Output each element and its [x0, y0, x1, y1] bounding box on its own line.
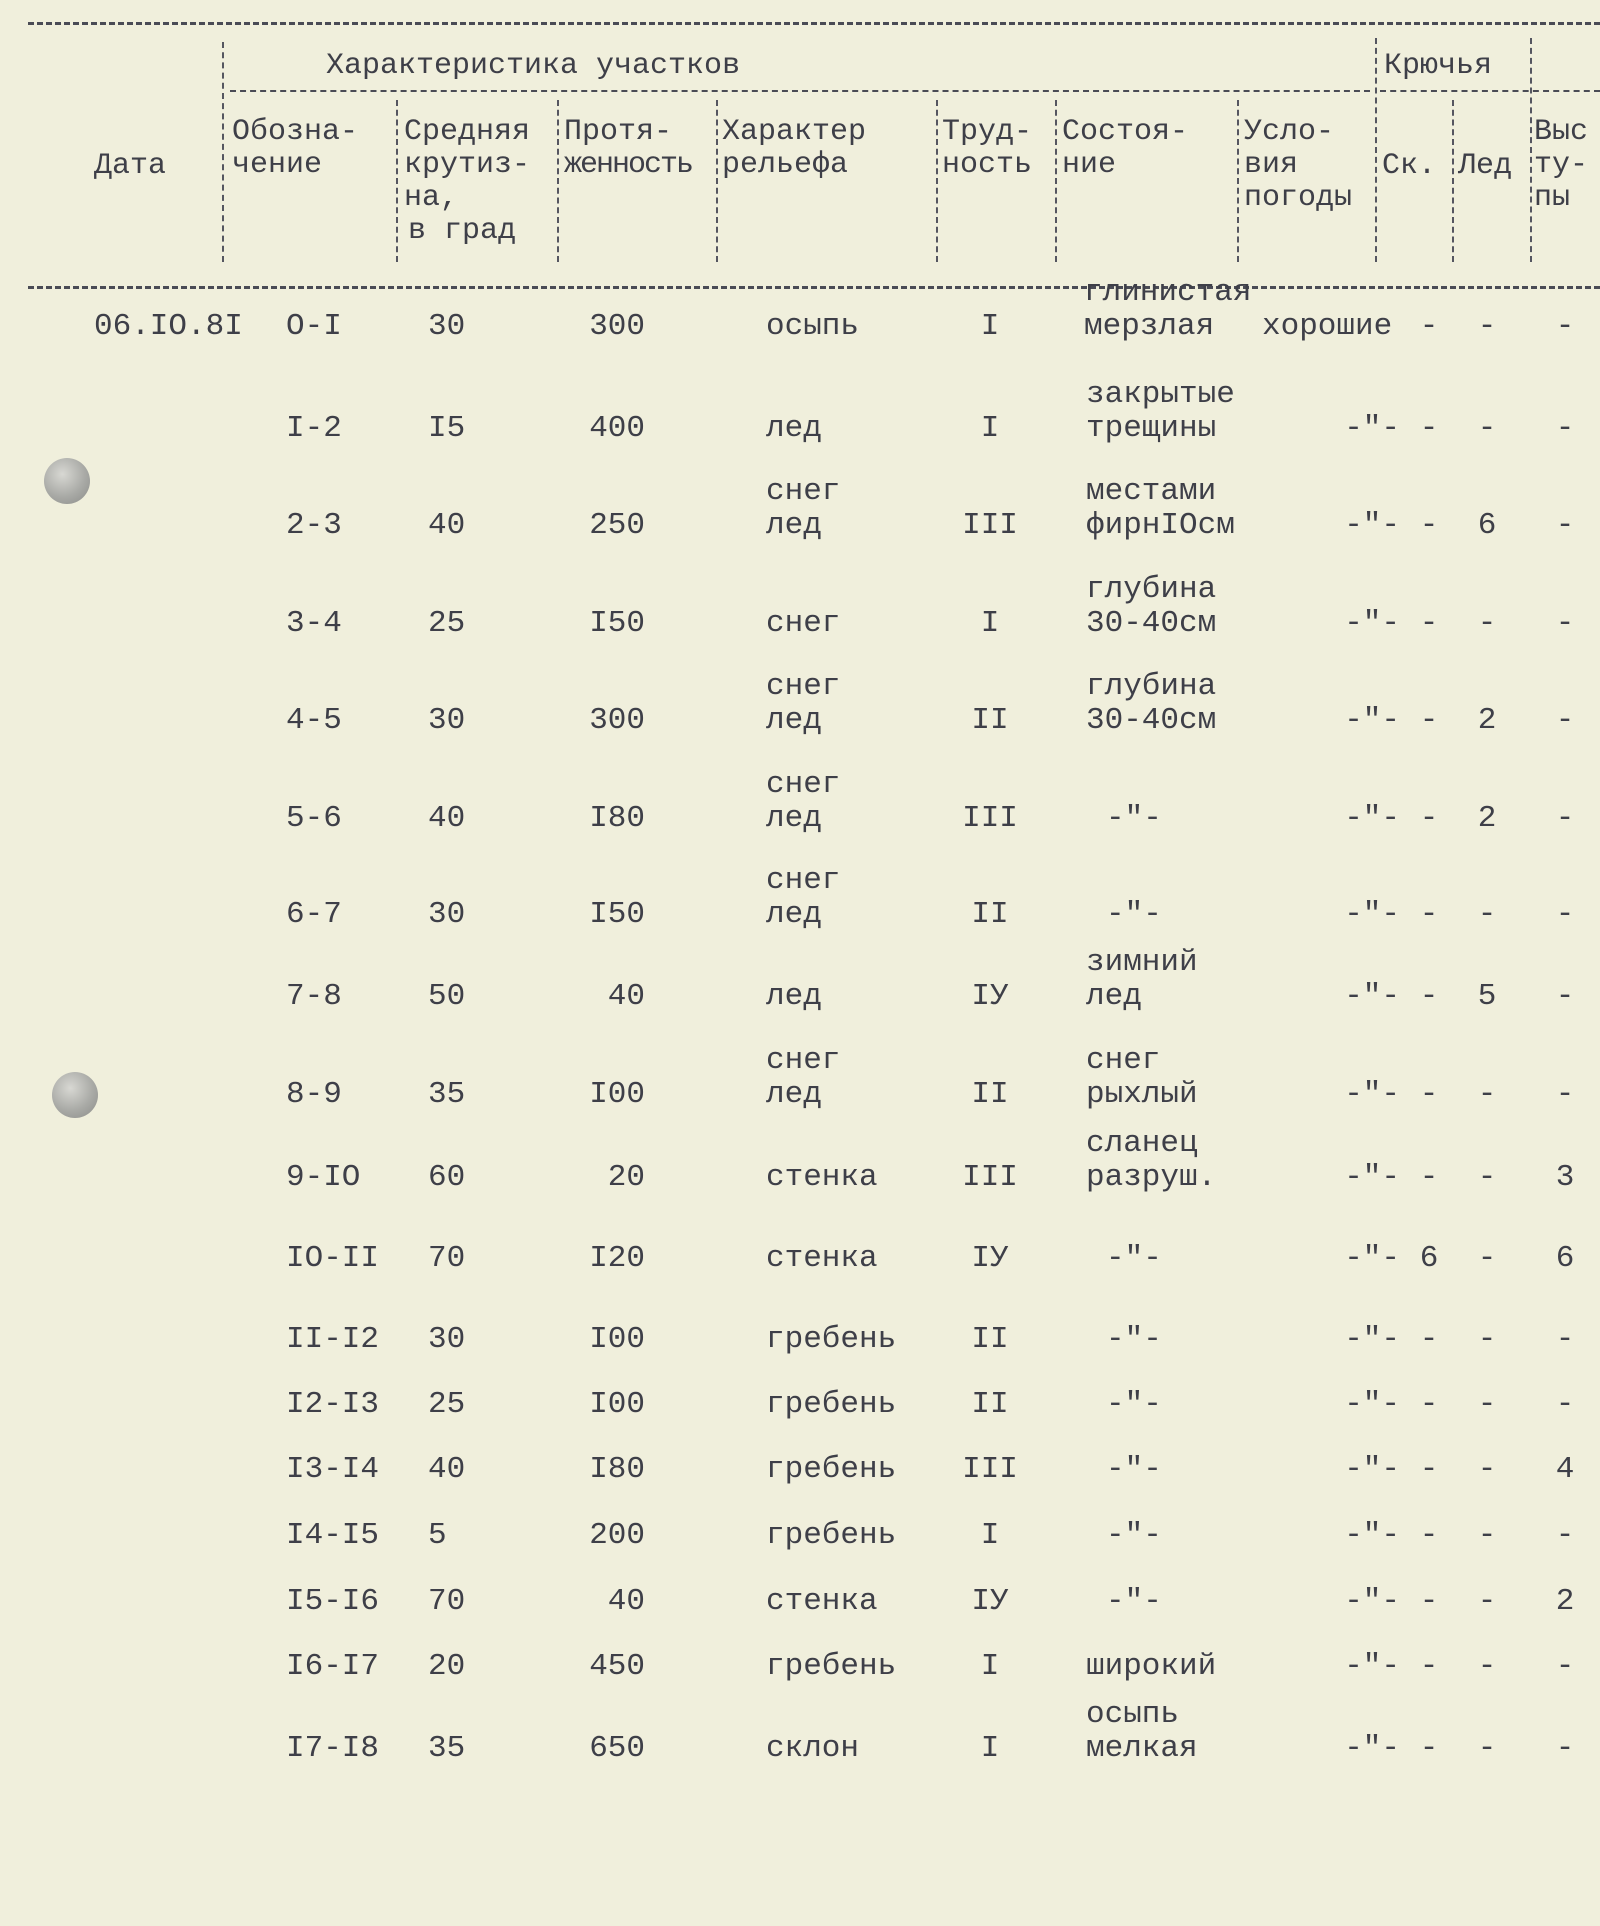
row-difficulty: I	[980, 606, 1000, 641]
hooks-title: Крючья	[1384, 49, 1493, 83]
row-ledges: -	[1555, 1387, 1575, 1422]
row-relief: снег	[766, 1043, 841, 1078]
col-header-ice: Лед	[1458, 149, 1513, 183]
row-difficulty: I	[980, 1518, 1000, 1553]
row-condition: -"-	[1106, 1387, 1162, 1422]
row-hooks-ice: -	[1477, 411, 1497, 446]
col-header-date: Дата	[94, 149, 167, 183]
row-steepness: 70	[428, 1241, 466, 1276]
row-steepness: 40	[428, 508, 466, 543]
row-ledges: 6	[1555, 1241, 1575, 1276]
row-length: 400	[589, 411, 645, 446]
row-difficulty: II	[971, 1322, 1009, 1357]
row-ledges: -	[1555, 703, 1575, 738]
column-separator	[936, 100, 938, 262]
row-segment: 5-6	[286, 801, 342, 836]
row-hooks-ice: 2	[1477, 801, 1497, 836]
row-condition: лед	[1086, 979, 1142, 1014]
row-length: 300	[589, 309, 645, 344]
row-hooks-ice: -	[1477, 1077, 1497, 1112]
row-ledges: 4	[1555, 1452, 1575, 1487]
row-hooks-rock: -	[1419, 1160, 1439, 1195]
row-relief: лед	[766, 508, 822, 543]
row-segment: I5-I6	[286, 1584, 380, 1619]
col-header-condition: Состоя- ние	[1062, 115, 1189, 182]
row-ledges: -	[1555, 309, 1575, 344]
row-condition: мелкая	[1086, 1731, 1198, 1766]
row-weather: хорошие	[1262, 309, 1393, 344]
header-top-rule	[28, 22, 1600, 25]
row-steepness: 25	[428, 1387, 466, 1422]
row-ledges: -	[1555, 1731, 1575, 1766]
column-separator	[1530, 38, 1532, 262]
row-length: 450	[589, 1649, 645, 1684]
row-steepness: 35	[428, 1731, 466, 1766]
column-separator	[1055, 100, 1057, 262]
col-header-rock: Ск.	[1382, 149, 1437, 183]
row-ledges: -	[1555, 508, 1575, 543]
row-difficulty: III	[962, 1160, 1018, 1195]
row-length: 250	[589, 508, 645, 543]
column-separator	[1452, 100, 1454, 262]
row-length: I00	[589, 1077, 645, 1112]
row-relief: снег	[766, 606, 841, 641]
row-relief: лед	[766, 1077, 822, 1112]
row-difficulty: IУ	[971, 979, 1009, 1014]
row-date: 06.IO.8I	[94, 309, 243, 344]
row-segment: O-I	[286, 309, 342, 344]
row-condition: закрытые	[1086, 377, 1235, 412]
row-length: I80	[589, 801, 645, 836]
row-weather: -"-	[1344, 1160, 1400, 1195]
row-relief: стенка	[766, 1584, 878, 1619]
row-condition: -"-	[1106, 1241, 1162, 1276]
row-steepness: 30	[428, 1322, 466, 1357]
row-relief: лед	[766, 897, 822, 932]
row-weather: -"-	[1344, 411, 1400, 446]
row-difficulty: III	[962, 1452, 1018, 1487]
row-ledges: -	[1555, 801, 1575, 836]
row-segment: 7-8	[286, 979, 342, 1014]
col-header-steepness: Средняя крутиз- на, в град	[404, 115, 531, 248]
col-header-weather: Усло- вия погоды	[1244, 115, 1353, 215]
row-difficulty: IУ	[971, 1241, 1009, 1276]
row-segment: I3-I4	[286, 1452, 380, 1487]
row-hooks-ice: -	[1477, 1387, 1497, 1422]
row-steepness: 70	[428, 1584, 466, 1619]
row-condition: фирнIOсм	[1086, 508, 1235, 543]
row-hooks-ice: -	[1477, 1452, 1497, 1487]
row-hooks-ice: 2	[1477, 703, 1497, 738]
row-condition: мерзлая	[1084, 309, 1215, 344]
row-ledges: -	[1555, 1322, 1575, 1357]
row-condition: рыхлый	[1086, 1077, 1198, 1112]
hooks-title-rule	[1380, 90, 1600, 92]
row-steepness: I5	[428, 411, 466, 446]
row-hooks-ice: -	[1477, 1322, 1497, 1357]
row-steepness: 40	[428, 801, 466, 836]
row-weather: -"-	[1344, 897, 1400, 932]
row-hooks-rock: -	[1419, 606, 1439, 641]
row-weather: -"-	[1344, 1077, 1400, 1112]
row-relief: снег	[766, 767, 841, 802]
row-relief: стенка	[766, 1160, 878, 1195]
row-segment: 8-9	[286, 1077, 342, 1112]
row-hooks-ice: 6	[1477, 508, 1497, 543]
column-separator	[396, 100, 398, 262]
row-weather: -"-	[1344, 1387, 1400, 1422]
row-weather: -"-	[1344, 979, 1400, 1014]
col-header-difficulty: Труд- ность	[942, 115, 1033, 182]
row-segment: I7-I8	[286, 1731, 380, 1766]
row-length: 650	[589, 1731, 645, 1766]
row-difficulty: I	[980, 1731, 1000, 1766]
row-relief: снег	[766, 669, 841, 704]
row-length: I50	[589, 606, 645, 641]
row-segment: IO-II	[286, 1241, 380, 1276]
row-relief: стенка	[766, 1241, 878, 1276]
row-relief: гребень	[766, 1518, 897, 1553]
row-condition: 30-40см	[1086, 606, 1217, 641]
header-bottom-rule	[28, 286, 1600, 289]
row-length: I00	[589, 1322, 645, 1357]
row-hooks-ice: -	[1477, 1518, 1497, 1553]
row-length: I00	[589, 1387, 645, 1422]
col-header-ledges: Выс ту- пы	[1534, 115, 1589, 215]
row-weather: -"-	[1344, 703, 1400, 738]
row-hooks-rock: -	[1419, 309, 1439, 344]
row-segment: 2-3	[286, 508, 342, 543]
row-condition: -"-	[1106, 897, 1162, 932]
row-length: I50	[589, 897, 645, 932]
row-steepness: 40	[428, 1452, 466, 1487]
row-weather: -"-	[1344, 606, 1400, 641]
row-condition: местами	[1086, 474, 1217, 509]
row-weather: -"-	[1344, 1452, 1400, 1487]
row-hooks-rock: -	[1419, 1322, 1439, 1357]
row-condition: осыпь	[1086, 1697, 1180, 1732]
row-relief: снег	[766, 863, 841, 898]
row-difficulty: I	[980, 309, 1000, 344]
row-length: 300	[589, 703, 645, 738]
row-segment: I4-I5	[286, 1518, 380, 1553]
punch-hole	[44, 458, 90, 504]
row-weather: -"-	[1344, 1649, 1400, 1684]
row-hooks-rock: -	[1419, 1452, 1439, 1487]
row-relief: гребень	[766, 1322, 897, 1357]
row-steepness: 50	[428, 979, 466, 1014]
row-condition: зимний	[1086, 945, 1198, 980]
row-condition: широкий	[1086, 1649, 1217, 1684]
row-length: 20	[607, 1160, 645, 1195]
row-condition: глубина	[1086, 572, 1217, 607]
row-difficulty: IУ	[971, 1584, 1009, 1619]
row-condition: -"-	[1106, 1584, 1162, 1619]
row-condition: -"-	[1106, 1518, 1162, 1553]
row-steepness: 35	[428, 1077, 466, 1112]
row-relief: лед	[766, 703, 822, 738]
row-length: I20	[589, 1241, 645, 1276]
row-weather: -"-	[1344, 508, 1400, 543]
row-hooks-ice: 5	[1477, 979, 1497, 1014]
row-segment: I-2	[286, 411, 342, 446]
row-hooks-ice: -	[1477, 1731, 1497, 1766]
row-relief: гребень	[766, 1387, 897, 1422]
row-difficulty: I	[980, 1649, 1000, 1684]
row-ledges: -	[1555, 1649, 1575, 1684]
row-condition: 30-40см	[1086, 703, 1217, 738]
row-steepness: 20	[428, 1649, 466, 1684]
row-steepness: 60	[428, 1160, 466, 1195]
row-difficulty: II	[971, 1077, 1009, 1112]
row-relief: лед	[766, 801, 822, 836]
row-relief: снег	[766, 474, 841, 509]
row-hooks-ice: -	[1477, 1649, 1497, 1684]
row-segment: 9-IO	[286, 1160, 361, 1195]
row-length: 200	[589, 1518, 645, 1553]
row-condition: сланец	[1086, 1126, 1198, 1161]
row-hooks-rock: -	[1419, 897, 1439, 932]
row-length: 40	[607, 979, 645, 1014]
row-length: 40	[607, 1584, 645, 1619]
row-hooks-rock: -	[1419, 1649, 1439, 1684]
column-separator	[557, 100, 559, 262]
row-hooks-rock: -	[1419, 703, 1439, 738]
row-weather: -"-	[1344, 1584, 1400, 1619]
row-ledges: -	[1555, 606, 1575, 641]
row-weather: -"-	[1344, 1241, 1400, 1276]
row-weather: -"-	[1344, 1518, 1400, 1553]
row-hooks-rock: -	[1419, 1077, 1439, 1112]
row-relief: склон	[766, 1731, 860, 1766]
row-relief: осыпь	[766, 309, 860, 344]
row-segment: I6-I7	[286, 1649, 380, 1684]
row-hooks-ice: -	[1477, 1584, 1497, 1619]
row-ledges: 2	[1555, 1584, 1575, 1619]
row-relief: гребень	[766, 1452, 897, 1487]
row-condition: -"-	[1106, 1452, 1162, 1487]
row-hooks-rock: -	[1419, 1584, 1439, 1619]
row-hooks-rock: -	[1419, 1518, 1439, 1553]
row-condition: глубина	[1086, 669, 1217, 704]
column-separator	[1375, 38, 1377, 262]
row-hooks-rock: -	[1419, 979, 1439, 1014]
row-segment: 3-4	[286, 606, 342, 641]
row-segment: 4-5	[286, 703, 342, 738]
row-ledges: -	[1555, 1077, 1575, 1112]
row-condition: разруш.	[1086, 1160, 1217, 1195]
row-length: I80	[589, 1452, 645, 1487]
row-difficulty: II	[971, 897, 1009, 932]
row-hooks-ice: -	[1477, 309, 1497, 344]
row-weather: -"-	[1344, 1731, 1400, 1766]
column-separator	[716, 100, 718, 262]
row-hooks-rock: 6	[1419, 1241, 1439, 1276]
row-hooks-rock: -	[1419, 1731, 1439, 1766]
row-difficulty: II	[971, 1387, 1009, 1422]
punch-hole	[52, 1072, 98, 1118]
row-condition: -"-	[1106, 801, 1162, 836]
group-title-rule	[230, 90, 1370, 92]
row-steepness: 5	[428, 1518, 447, 1553]
row-relief: гребень	[766, 1649, 897, 1684]
row-difficulty: III	[962, 801, 1018, 836]
row-ledges: -	[1555, 411, 1575, 446]
row-weather: -"-	[1344, 801, 1400, 836]
row-hooks-rock: -	[1419, 411, 1439, 446]
row-steepness: 25	[428, 606, 466, 641]
row-condition: глинистая	[1084, 275, 1252, 310]
row-ledges: -	[1555, 979, 1575, 1014]
row-hooks-rock: -	[1419, 801, 1439, 836]
column-separator	[1237, 100, 1239, 262]
row-segment: I2-I3	[286, 1387, 380, 1422]
row-difficulty: II	[971, 703, 1009, 738]
row-hooks-ice: -	[1477, 1160, 1497, 1195]
col-header-length: Протя- женность	[564, 115, 693, 182]
row-segment: II-I2	[286, 1322, 380, 1357]
row-hooks-ice: -	[1477, 1241, 1497, 1276]
row-difficulty: III	[962, 508, 1018, 543]
row-hooks-rock: -	[1419, 1387, 1439, 1422]
row-steepness: 30	[428, 897, 466, 932]
row-difficulty: I	[980, 411, 1000, 446]
row-condition: -"-	[1106, 1322, 1162, 1357]
row-condition: снег	[1086, 1043, 1161, 1078]
group-title: Характеристика участков	[326, 49, 741, 83]
col-header-relief: Характер рельефа	[722, 115, 867, 182]
col-header-designation: Обозна- чение	[232, 115, 359, 182]
row-weather: -"-	[1344, 1322, 1400, 1357]
row-ledges: 3	[1555, 1160, 1575, 1195]
row-ledges: -	[1555, 897, 1575, 932]
row-hooks-ice: -	[1477, 897, 1497, 932]
row-steepness: 30	[428, 309, 466, 344]
row-ledges: -	[1555, 1518, 1575, 1553]
row-hooks-rock: -	[1419, 508, 1439, 543]
row-relief: лед	[766, 979, 822, 1014]
row-relief: лед	[766, 411, 822, 446]
row-hooks-ice: -	[1477, 606, 1497, 641]
row-steepness: 30	[428, 703, 466, 738]
row-condition: трещины	[1086, 411, 1217, 446]
row-segment: 6-7	[286, 897, 342, 932]
column-separator	[222, 42, 224, 262]
